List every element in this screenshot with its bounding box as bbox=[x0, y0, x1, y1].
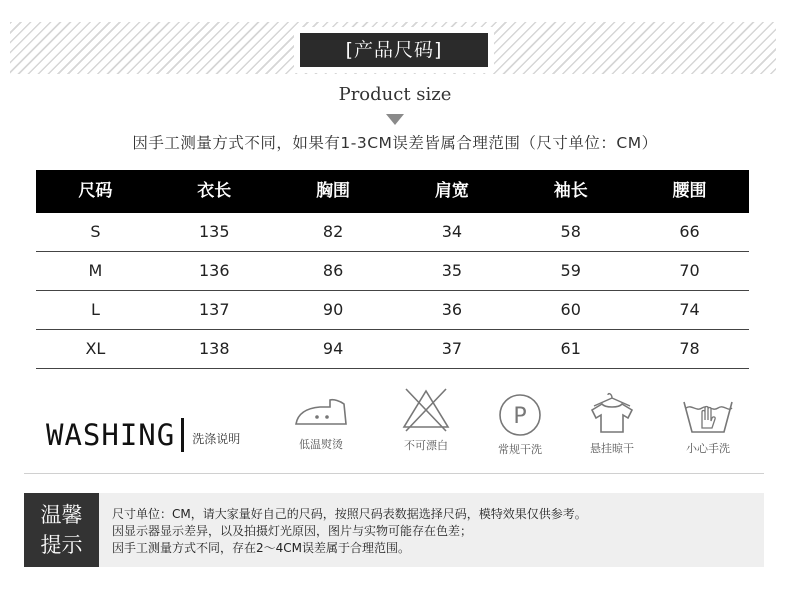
table-cell: 36 bbox=[441, 300, 463, 319]
table-cell: M bbox=[88, 261, 103, 280]
table-row bbox=[36, 291, 749, 330]
column-header: 腰围 bbox=[672, 181, 707, 201]
care-label: 悬挂晾干 bbox=[590, 442, 634, 455]
tips-line: 因手工测量方式不同，存在2～4CM误差属于合理范围。 bbox=[112, 541, 411, 555]
table-cell: L bbox=[90, 300, 100, 319]
table-cell: 37 bbox=[441, 339, 463, 358]
tips-text bbox=[112, 506, 587, 557]
care-item bbox=[480, 393, 560, 457]
care-item bbox=[668, 392, 748, 456]
table-header-row bbox=[36, 170, 749, 213]
care-item bbox=[281, 392, 361, 452]
table-cell: XL bbox=[85, 339, 106, 358]
section-title: [产品尺码] bbox=[300, 33, 488, 67]
table-cell: 58 bbox=[560, 222, 581, 241]
table-cell: 138 bbox=[198, 339, 230, 358]
table-cell: 59 bbox=[560, 261, 581, 280]
tips-line: 尺寸单位：CM，请大家量好自己的尺码，按照尺码表数据选择尺码，模特效果仅供参考。 bbox=[112, 507, 587, 521]
column-header: 肩宽 bbox=[434, 181, 469, 201]
care-label: 常规干洗 bbox=[498, 443, 542, 456]
table-cell: S bbox=[90, 222, 101, 241]
washing-subtitle: 洗涤说明 bbox=[192, 431, 241, 446]
washing-title: WASHING bbox=[46, 418, 176, 452]
hand-wash-icon bbox=[680, 392, 736, 436]
table-cell: 90 bbox=[322, 300, 344, 319]
triangle-down-icon bbox=[386, 114, 404, 125]
table-cell: 60 bbox=[560, 300, 581, 319]
no-bleach-icon bbox=[398, 385, 454, 433]
table-cell: 82 bbox=[322, 222, 344, 241]
care-label: 不可漂白 bbox=[404, 439, 448, 452]
hang-dry-icon bbox=[586, 388, 638, 436]
table-cell: 135 bbox=[198, 222, 230, 241]
measurement-note: 因手工测量方式不同，如果有1-3CM误差皆属合理范围（尺寸单位：CM） bbox=[132, 134, 658, 152]
section-divider bbox=[24, 473, 764, 474]
tips-label-line: 温馨 bbox=[40, 503, 83, 527]
column-header: 衣长 bbox=[197, 181, 232, 201]
svg-text:P: P bbox=[513, 404, 527, 429]
care-item bbox=[572, 388, 652, 456]
table-cell: 34 bbox=[441, 222, 463, 241]
dry-clean-icon bbox=[497, 393, 543, 437]
tips-line: 因显示器显示差异，以及拍摄灯光原因，图片与实物可能存在色差； bbox=[112, 524, 473, 538]
column-header: 胸围 bbox=[316, 181, 351, 201]
washing-heading bbox=[46, 418, 240, 452]
tips-label-line: 提示 bbox=[40, 533, 83, 557]
care-label: 小心手洗 bbox=[686, 442, 730, 455]
table-row bbox=[36, 213, 749, 252]
column-header: 袖长 bbox=[553, 181, 588, 201]
table-cell: 61 bbox=[560, 339, 581, 358]
table-cell: 78 bbox=[679, 339, 700, 358]
table-row bbox=[36, 252, 749, 291]
section-subtitle: Product size bbox=[338, 84, 452, 105]
iron-low-temp-icon bbox=[290, 392, 352, 432]
care-item bbox=[386, 385, 466, 453]
tips-label bbox=[24, 493, 99, 567]
table-cell: 137 bbox=[198, 300, 230, 319]
table-row bbox=[36, 330, 749, 369]
care-label: 低温熨烫 bbox=[299, 438, 343, 451]
table-cell: 35 bbox=[441, 261, 463, 280]
table-cell: 86 bbox=[322, 261, 344, 280]
column-header: 尺码 bbox=[78, 181, 113, 201]
washing-divider bbox=[181, 418, 184, 452]
table-cell: 136 bbox=[198, 261, 230, 280]
table-cell: 94 bbox=[322, 339, 344, 358]
table-cell: 66 bbox=[679, 222, 700, 241]
size-table bbox=[36, 170, 749, 369]
table-cell: 74 bbox=[679, 300, 700, 319]
table-cell: 70 bbox=[679, 261, 700, 280]
